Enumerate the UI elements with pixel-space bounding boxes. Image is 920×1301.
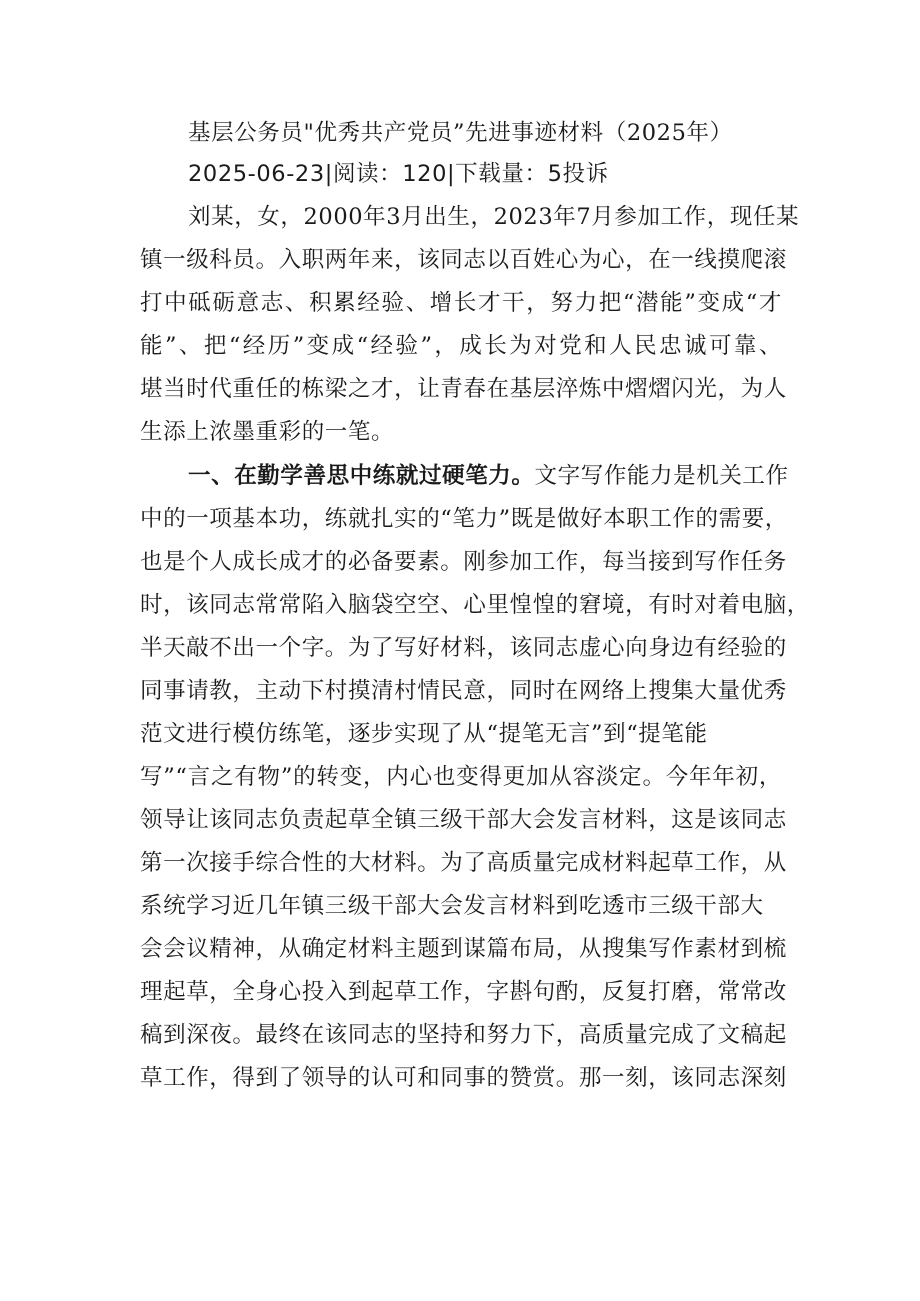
intro-line: 打中砥砺意志、积累经验、增长才干，努力把“潜能”变成“才	[140, 290, 782, 316]
intro-line: 生添上浓墨重彩的一笔。	[140, 419, 395, 445]
section1-line: 中的一项基本功，练就扎实的“笔力”既是做好本职工作的需要，	[140, 506, 788, 532]
section1-heading: 一、在勤学善思中练就过硬笔力。	[188, 463, 535, 489]
intro-line: 刘某，女，2000年3月出生，2023年7月参加工作，现任某	[188, 204, 800, 230]
section1-line: 时，该同志常常陷入脑袋空空、心里惶惶的窘境，有时对着电脑，	[140, 592, 810, 618]
intro-line: 堪当时代重任的栋梁之才，让青春在基层淬炼中熠熠闪光，为人	[140, 376, 787, 402]
section1-line: 会会议精神，从确定材料主题到谋篇布局，从搜集写作素材到梳	[140, 936, 787, 962]
document-title: 基层公务员"优秀共产党员”先进事迹材料（2025年）	[188, 120, 733, 146]
intro-line: 镇一级科员。入职两年来，该同志以百姓心为心，在一线摸爬滚	[140, 247, 787, 273]
intro-line: 能”、把“经历”变成“经验”，成长为对党和人民忠诚可靠、	[140, 333, 782, 359]
section1-line: 也是个人成长成才的必备要素。刚参加工作，每当接到写作任务	[140, 549, 787, 575]
section1-line: 理起草，全身心投入到起草工作，字斟句酌，反复打磨，常常改	[140, 979, 787, 1005]
section1-first-line	[188, 455, 789, 498]
section1-line: 草工作，得到了领导的认可和同事的赞赏。那一刻，该同志深刻	[140, 1065, 787, 1091]
section1-line: 半天敲不出一个字。为了写好材料，该同志虚心向身边有经验的	[140, 635, 787, 661]
section1-first-line-text: 文字写作能力是机关工作	[534, 463, 789, 489]
section1-line: 范文进行模仿练笔，逐步实现了从“提笔无言”到“提笔能	[140, 721, 708, 747]
section1-line: 系统学习近几年镇三级干部大会发言材料到吃透市三级干部大	[140, 893, 764, 919]
section1-line: 稿到深夜。最终在该同志的坚持和努力下，高质量完成了文稿起	[140, 1022, 787, 1048]
section1-line: 同事请教，主动下村摸清村情民意，同时在网络上搜集大量优秀	[140, 678, 787, 704]
section1-line: 领导让该同志负责起草全镇三级干部大会发言材料，这是该同志	[140, 807, 787, 833]
section1-line: 写”“言之有物”的转变，内心也变得更加从容淡定。今年年初，	[140, 764, 782, 790]
document-meta: 2025-06-23|阅读：120|下载量：5投诉	[188, 161, 609, 187]
section1-line: 第一次接手综合性的大材料。为了高质量完成材料起草工作，从	[140, 850, 787, 876]
